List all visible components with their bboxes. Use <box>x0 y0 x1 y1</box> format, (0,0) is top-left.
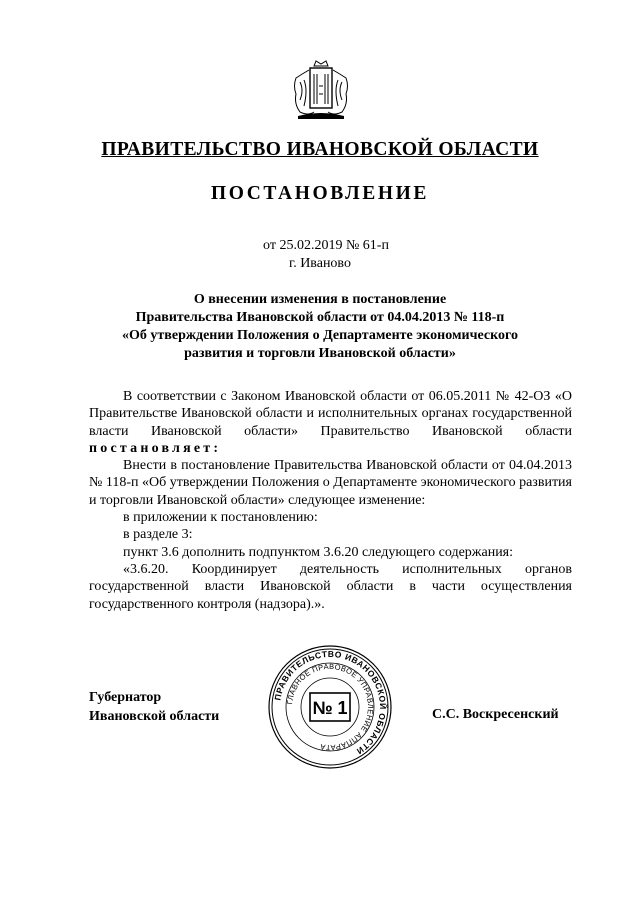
subject-line: О внесении изменения в постановление <box>193 292 447 307</box>
document-subject <box>86 291 554 363</box>
city: г. Иваново <box>289 256 351 271</box>
document-type: ПОСТАНОВЛЕНИЕ <box>210 183 430 204</box>
clause-paragraph: пункт 3.6 дополнить подпунктом 3.6.20 следующего содержания: <box>123 544 514 560</box>
preamble-paragraph <box>89 388 572 457</box>
government-title: ПРАВИТЕЛЬСТВО ИВАНОВСКОЙ ОБЛАСТИ <box>101 139 539 160</box>
signatory-position <box>89 688 219 726</box>
preamble-text: В соответствии с Законом Ивановской области от 06.05.2011 № 42-ОЗ «О Правительстве Ивановской области и исполнительных органах государственной власти Ивановской области» Правительство Ивановской области <box>89 389 572 439</box>
seal-inner-text: ГЛАВНОЕ ПРАВОВОЕ УПРАВЛЕНИЕ АППАРАТА <box>285 661 376 753</box>
position-line: Губернатор <box>89 690 162 705</box>
position-line: Ивановской области <box>89 709 220 724</box>
subject-line: Правительства Ивановской области от 04.04.2013 № 118-п <box>135 310 505 325</box>
subject-line: развития и торговли Ивановской области» <box>184 346 456 361</box>
date-number: от 25.02.2019 № 61-п <box>263 238 389 253</box>
official-seal <box>266 643 394 771</box>
document-body <box>89 388 572 613</box>
section-paragraph: в разделе 3: <box>123 527 193 543</box>
appendix-paragraph: в приложении к постановлению: <box>123 510 318 526</box>
seal-outer-text: ПРАВИТЕЛЬСТВО ИВАНОВСКОЙ ОБЛАСТИ <box>272 648 389 757</box>
seal-number: № 1 <box>312 698 348 718</box>
decree-keyword: постановляет: <box>89 440 222 456</box>
signatory-name: С.С. Воскресенский <box>432 707 559 722</box>
amendment-paragraph: Внести в постановление Правительства Ивановской области от 04.04.2013 № 118-п «Об утверждении Положения о Департаменте экономического развития и торговли Ивановской области» следующее изменение: <box>89 458 572 508</box>
coat-of-arms-icon <box>290 60 352 120</box>
subject-line: «Об утверждении Положения о Департаменте экономического <box>122 328 518 343</box>
new-clause-paragraph: «3.6.20. Координирует деятельность исполнительных органов государственной власти Ивановской области в части осуществления государственного контроля (надзора).». <box>89 561 572 612</box>
